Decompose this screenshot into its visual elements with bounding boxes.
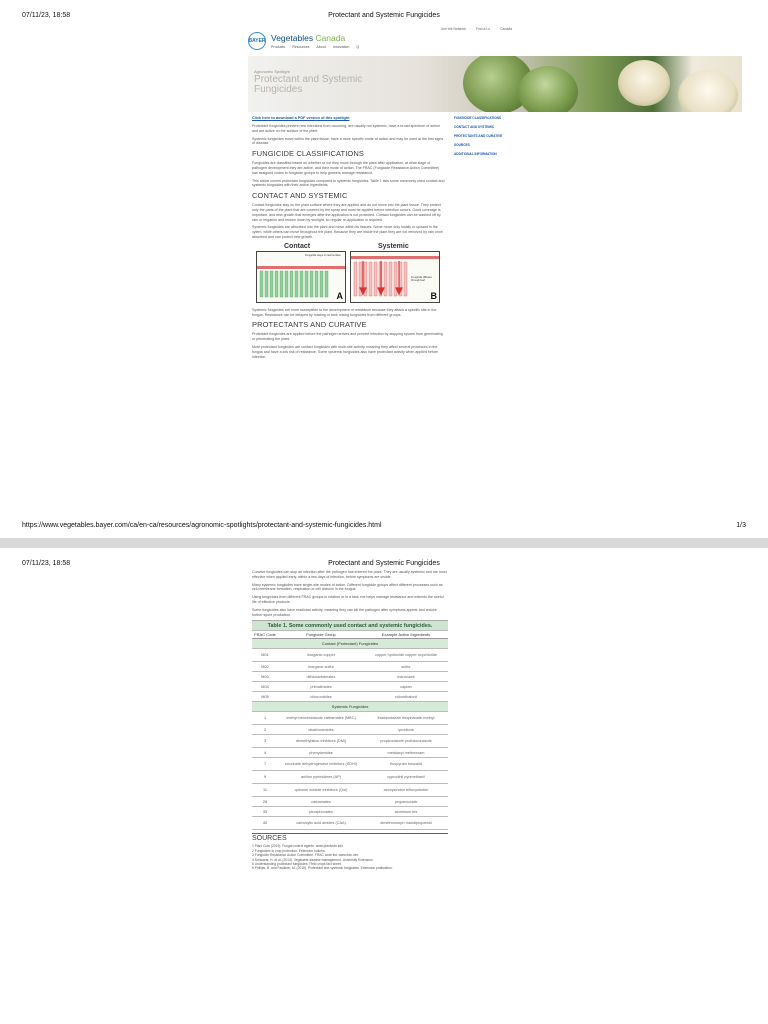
figure-note-contact: Fungicide stays on leaf surface bbox=[305, 253, 341, 257]
fungicide-group-cell: dithiocarbamates bbox=[278, 672, 364, 682]
frac-code-cell: M04 bbox=[252, 682, 278, 692]
fungicide-group-cell: dicarboximides bbox=[278, 725, 364, 735]
column-header-ai: Example Active Ingredients bbox=[364, 631, 448, 639]
body-paragraph: Systemic fungicides are more susceptible to the development of resistance because they attack a specific site in the fungus. Resistance can be delayed by rotating or tank mixing fungicides from different groups. bbox=[252, 307, 437, 317]
frac-code-cell: 4 bbox=[252, 748, 278, 758]
body-paragraph: Fungicides are classified based on whether or not they move through the plant after application, at what stage of pathogen development they are active, and their mode of action. The FRAC (Fungicide Resistance Action Committee) has assigned codes to fungicide groups to help growers manage resistance. bbox=[252, 161, 440, 175]
table-of-contents bbox=[454, 116, 514, 161]
group-header-contact: Contact (Protectant) Fungicides bbox=[252, 639, 448, 649]
body-paragraph: Many systemic fungicides have single-site modes of action. Different fungicide groups affect different processes such as cell membrane formation, respiration or cell division in the fungus. bbox=[252, 582, 443, 592]
active-ingredient-cell: propamocarb bbox=[364, 797, 448, 807]
print-doc-title: Protectant and Systemic Fungicides bbox=[328, 12, 440, 19]
active-ingredient-cell: aluminum tris bbox=[364, 807, 448, 817]
source-item: 5 Understanding protectant fungicides. Field crops fact sheet. bbox=[252, 862, 342, 866]
fungicide-group-cell: phthalimides bbox=[278, 682, 364, 692]
active-ingredient-cell: sulfur bbox=[364, 662, 448, 672]
fungicide-group-cell: demethylation inhibitors (DMI) bbox=[278, 735, 364, 748]
fungicide-group-cell: anilino pyrimidines (AP) bbox=[278, 771, 364, 784]
frac-code-cell: 40 bbox=[252, 817, 278, 830]
toc-link-protectants[interactable]: PROTECTANTS AND CURATIVE bbox=[454, 134, 503, 138]
figure-letter-b: B bbox=[430, 290, 437, 301]
figure-label-systemic: Systemic bbox=[378, 242, 409, 250]
utility-link-network[interactable]: Join the Network bbox=[440, 27, 466, 31]
hero-breadcrumb: Agronomic Spotlight bbox=[254, 69, 290, 74]
active-ingredient-cell: captan bbox=[364, 682, 448, 692]
article-body-continued bbox=[252, 570, 448, 871]
nav-products[interactable]: Products bbox=[271, 45, 286, 49]
nav-about[interactable]: About bbox=[316, 45, 326, 49]
group-header-systemic: Systemic Fungicides bbox=[252, 702, 448, 712]
nav-resources[interactable]: Resources bbox=[292, 45, 310, 49]
print-page-2 bbox=[0, 548, 768, 1024]
body-paragraph: Some fungicides also have eradicant activity, meaning they can kill the pathogen after symptoms appear and reduce further spore production. bbox=[252, 607, 437, 617]
source-item: 4 Schwartz, H. et al. (2013). Vegetable disease management. University Extension. bbox=[252, 857, 374, 862]
frac-code-cell: 28 bbox=[252, 797, 278, 807]
table-row bbox=[252, 735, 448, 748]
main-nav bbox=[271, 45, 359, 49]
brand-name: Vegetables Canada bbox=[271, 33, 346, 43]
section-heading-protectants: PROTECTANTS AND CURATIVE bbox=[252, 320, 367, 330]
fungicide-group-cell: methyl benzimidazole carbamates (MBC) bbox=[278, 712, 364, 725]
table-row bbox=[252, 649, 448, 662]
source-item: 3 Fungicide Resistance Action Committee. FRAC code list. www.frac.info bbox=[252, 853, 359, 858]
hero-banner bbox=[248, 56, 742, 112]
section-heading-classifications: FUNGICIDE CLASSIFICATIONS bbox=[252, 149, 364, 159]
article-body bbox=[252, 116, 446, 362]
source-item: 6 Phillips, B. and Faulkner, M. (2016). Protectant and systemic fungicides. Extension publication. bbox=[252, 866, 393, 871]
toc-link-sources[interactable]: SOURCES bbox=[454, 143, 470, 147]
active-ingredient-cell: azoxystrobin trifloxystrobin bbox=[364, 784, 448, 797]
table-caption: Table 1. Some commonly used contact and systemic fungicides. bbox=[252, 621, 448, 631]
fungicide-group-cell: phosphonates bbox=[278, 807, 364, 817]
print-doc-title: Protectant and Systemic Fungicides bbox=[328, 560, 440, 567]
fungicide-group-cell: inorganic copper bbox=[278, 649, 364, 662]
figure-panel-contact bbox=[256, 251, 346, 303]
figure-label-contact: Contact bbox=[284, 242, 311, 250]
active-ingredient-cell: fluopyram boscalid bbox=[364, 758, 448, 771]
active-ingredient-cell: mancozeb bbox=[364, 672, 448, 682]
table-row bbox=[252, 712, 448, 725]
table-row bbox=[252, 797, 448, 807]
frac-code-cell: 9 bbox=[252, 771, 278, 784]
active-ingredient-cell: cyprodinil pyrimethanil bbox=[364, 771, 448, 784]
active-ingredient-cell: chlorothalonil bbox=[364, 692, 448, 702]
body-paragraph: Contact fungicides stay on the plant surface where they are applied and do not move into the plant tissue. They protect only the parts of the plant that are covered by the spray and must be applied before infection occurs. Good coverage is important, and new growth that emerges after the application is not protected. Contact fungicides can be washed off by rain or irrigation and broken down by sunlight, so regular re-application is required. bbox=[252, 203, 441, 222]
fungicide-group-cell: phenylamides bbox=[278, 748, 364, 758]
page-title: Protectant and Systemic Fungicides bbox=[254, 74, 363, 95]
body-paragraph: Systemic fungicides are absorbed into the plant and move within its tissues. Some move only locally or upward in the xylem, while others can move throughout the plant. Because they are inside the plant they are not removed by rain once absorbed and can protect new growth. bbox=[252, 225, 443, 239]
print-url: https://www.vegetables.bayer.com/ca/en-ca/resources/agronomic-spotlights/protectant-and-systemic-fungicides.html bbox=[22, 522, 382, 529]
active-ingredient-cell: iprodione bbox=[364, 725, 448, 735]
fungicide-group-cell: carboxylic acid amides (CAA) bbox=[278, 817, 364, 830]
utility-link-country[interactable]: Canada bbox=[500, 27, 512, 31]
body-paragraph: Curative fungicides can stop an infection after the pathogen has entered the plant. They are usually systemic and are most effective when applied early, within a few days of infection, before symptoms are visible. bbox=[252, 570, 447, 579]
frac-code-cell: M05 bbox=[252, 692, 278, 702]
utility-link-find[interactable]: Find a Lo bbox=[475, 27, 491, 31]
pdf-download-link[interactable]: Click here to download a PDF version of this spotlight bbox=[252, 116, 350, 120]
table-row bbox=[252, 758, 448, 771]
intro-paragraph: Systemic fungicides move within the plant tissue, have a more specific mode of action and may be used at the first signs of disease. bbox=[252, 136, 444, 146]
active-ingredient-cell: metalaxyl mefenoxam bbox=[364, 748, 448, 758]
frac-code-cell: 3 bbox=[252, 735, 278, 748]
print-page-number: 1/3 bbox=[736, 522, 746, 529]
intro-paragraph: Protectant fungicides prevent new infections from occurring, are usually not systemic, have a broad spectrum of action and are active on the surface of the plant. bbox=[252, 124, 440, 133]
cauliflower-image bbox=[618, 60, 670, 106]
toc-link-contact[interactable]: CONTACT AND SYSTEMIC bbox=[454, 125, 495, 129]
bayer-logo-icon[interactable]: BAYER bbox=[248, 32, 266, 50]
nav-innovation[interactable]: Innovation bbox=[332, 45, 350, 49]
source-item: 1 Plant Cuts (2019). Fungal control agents. www.plantcuts.info bbox=[252, 844, 344, 849]
table-row bbox=[252, 784, 448, 797]
column-header-group: Fungicide Group bbox=[278, 631, 364, 639]
frac-code-cell: M01 bbox=[252, 649, 278, 662]
toc-link-additional[interactable]: ADDITIONAL INFORMATION bbox=[454, 152, 497, 156]
frac-code-cell: 1 bbox=[252, 712, 278, 725]
fungicide-group-cell: inorganic sulfur bbox=[278, 662, 364, 672]
frac-code-cell: 2 bbox=[252, 725, 278, 735]
cabbage-image bbox=[518, 66, 578, 112]
figure-letter-a: A bbox=[336, 290, 343, 301]
active-ingredient-cell: propiconazole prothioconazole bbox=[364, 735, 448, 748]
print-datetime: 07/11/23, 18:58 bbox=[22, 12, 71, 19]
frac-code-cell: 33 bbox=[252, 807, 278, 817]
utility-nav bbox=[441, 27, 512, 31]
column-header-frac: FRAC Code bbox=[252, 631, 278, 639]
body-paragraph: Using fungicides from different FRAC groups in rotation or in a tank mix helps manage resistance and extends the useful life of effective products. bbox=[252, 595, 444, 604]
body-paragraph: This article covers protectant fungicides compared to systemic fungicides. Table 1 lists some commonly used contact and systemic fungicides with their active ingredients. bbox=[252, 178, 445, 188]
frac-code-cell: M03 bbox=[252, 672, 278, 682]
table-row bbox=[252, 771, 448, 784]
toc-link-classifications[interactable]: FUNGICIDE CLASSIFICATIONS bbox=[454, 116, 502, 120]
body-paragraph: Most protectant fungicides are contact fungicides with multi-site activity, meaning they affect several processes in the fungus and have a low risk of resistance. Some systemic fungicides also have protectant activity when applied before infection. bbox=[252, 344, 439, 359]
fungicide-group-cell: carbamates bbox=[278, 797, 364, 807]
active-ingredient-cell: dimethomorph mandipropamid bbox=[364, 817, 448, 830]
fungicide-group-cell: succinate dehydrogenase inhibitors (SDHI) bbox=[278, 758, 364, 771]
table-row bbox=[252, 817, 448, 830]
fungicide-group-cell: chloronitriles bbox=[278, 692, 364, 702]
source-item: 2 Fungicides in crop protection. Extension bulletin. bbox=[252, 848, 326, 853]
contact-systemic-figure bbox=[252, 243, 442, 305]
section-heading-sources: SOURCES bbox=[252, 833, 448, 842]
frac-code-cell: M02 bbox=[252, 662, 278, 672]
active-ingredient-cell: copper hydroxide copper oxychloride bbox=[364, 649, 448, 662]
table-row bbox=[252, 807, 448, 817]
cauliflower-image bbox=[678, 70, 738, 112]
table-row bbox=[252, 672, 448, 682]
frac-code-cell: 11 bbox=[252, 784, 278, 797]
site-brand[interactable] bbox=[248, 32, 359, 50]
table-row bbox=[252, 662, 448, 672]
figure-note-systemic: Fungicide diffuses through leaf bbox=[411, 275, 432, 282]
search-icon[interactable]: Q bbox=[356, 45, 360, 49]
body-paragraph: Protectant fungicides are applied before the pathogen arrives and prevent infection by stopping spores from germinating or penetrating the plant. bbox=[252, 332, 443, 342]
leaf-cross-section-contact bbox=[257, 252, 346, 303]
table-row bbox=[252, 692, 448, 702]
figure-panel-systemic bbox=[350, 251, 440, 303]
section-heading-contact: CONTACT AND SYSTEMIC bbox=[252, 191, 348, 201]
active-ingredient-cell: thiabendazole thiophanate-methyl bbox=[364, 712, 448, 725]
table-row bbox=[252, 682, 448, 692]
print-datetime: 07/11/23, 18:58 bbox=[22, 560, 71, 567]
table-row bbox=[252, 725, 448, 735]
sources-list bbox=[252, 844, 448, 870]
table-row bbox=[252, 748, 448, 758]
frac-code-cell: 7 bbox=[252, 758, 278, 771]
fungicide-table bbox=[252, 620, 448, 830]
fungicide-group-cell: quinone outside inhibitors (QoI) bbox=[278, 784, 364, 797]
